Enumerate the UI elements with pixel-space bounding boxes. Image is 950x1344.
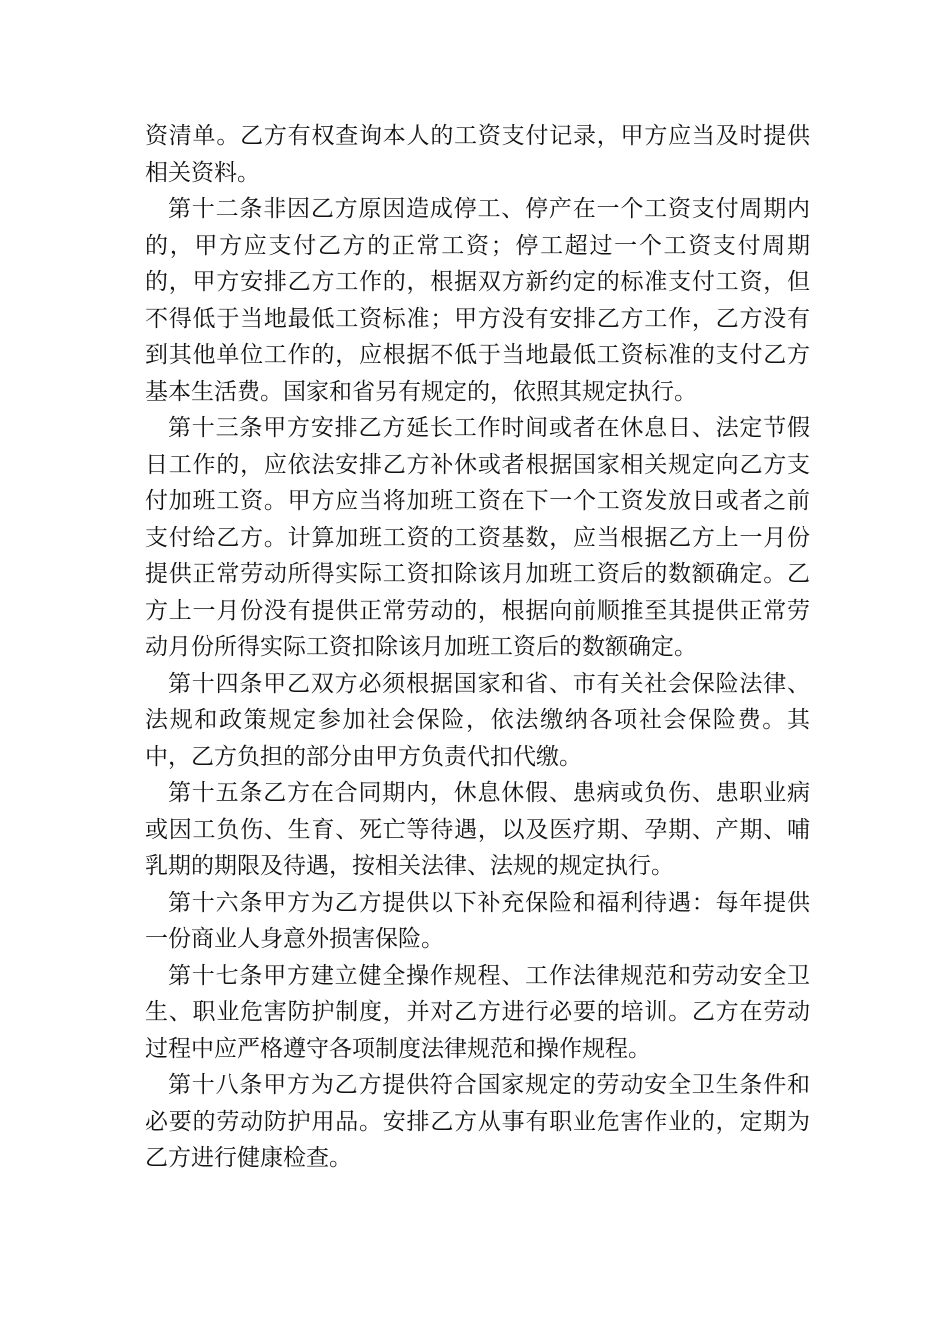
- paragraph-article-14: 第十四条甲乙双方必须根据国家和省、市有关社会保险法律、法规和政策规定参加社会保险，依法缴纳各项社会保险费。其中，乙方负担的部分由甲方负责代扣代缴。: [145, 670, 810, 770]
- paragraph-article-18: 第十八条甲方为乙方提供符合国家规定的劳动安全卫生条件和必要的劳动防护用品。安排乙方从事有职业危害作业的，定期为乙方进行健康检查。: [145, 1072, 810, 1171]
- paragraph-article-17: 第十七条甲方建立健全操作规程、工作法律规范和劳动安全卫生、职业危害防护制度，并对乙方进行必要的培训。乙方在劳动过程中应严格遵守各项制度法律规范和操作规程。: [145, 962, 810, 1062]
- paragraph-continuation: 资清单。乙方有权查询本人的工资支付记录，甲方应当及时提供相关资料。: [145, 123, 810, 186]
- document-body: [145, 118, 810, 1177]
- paragraph-article-13: 第十三条甲方安排乙方延长工作时间或者在休息日、法定节假日工作的，应依法安排乙方补休或者根据国家相关规定向乙方支付加班工资。甲方应当将加班工资在下一个工资发放日或者之前支付给乙方。计算加班工资的工资基数，应当根据乙方上一月份提供正常劳动所得实际工资扣除该月加班工资后的数额确定。乙方上一月份没有提供正常劳动的，根据向前顺推至其提供正常劳动月份所得实际工资扣除该月加班工资后的数额确定。: [145, 415, 810, 660]
- paragraph-article-15: 第十五条乙方在合同期内，休息休假、患病或负伤、患职业病或因工负伤、生育、死亡等待遇，以及医疗期、孕期、产期、哺乳期的期限及待遇，按相关法律、法规的规定执行。: [145, 780, 810, 879]
- paragraph-article-16: 第十六条甲方为乙方提供以下补充保险和福利待遇：每年提供一份商业人身意外损害保险。: [145, 889, 810, 952]
- paragraph-article-12: 第十二条非因乙方原因造成停工、停产在一个工资支付周期内的，甲方应支付乙方的正常工资；停工超过一个工资支付周期的，甲方安排乙方工作的，根据双方新约定的标准支付工资，但不得低于当地最低工资标准；甲方没有安排乙方工作，乙方没有到其他单位工作的，应根据不低于当地最低工资标准的支付乙方基本生活费。国家和省另有规定的，依照其规定执行。: [145, 196, 810, 405]
